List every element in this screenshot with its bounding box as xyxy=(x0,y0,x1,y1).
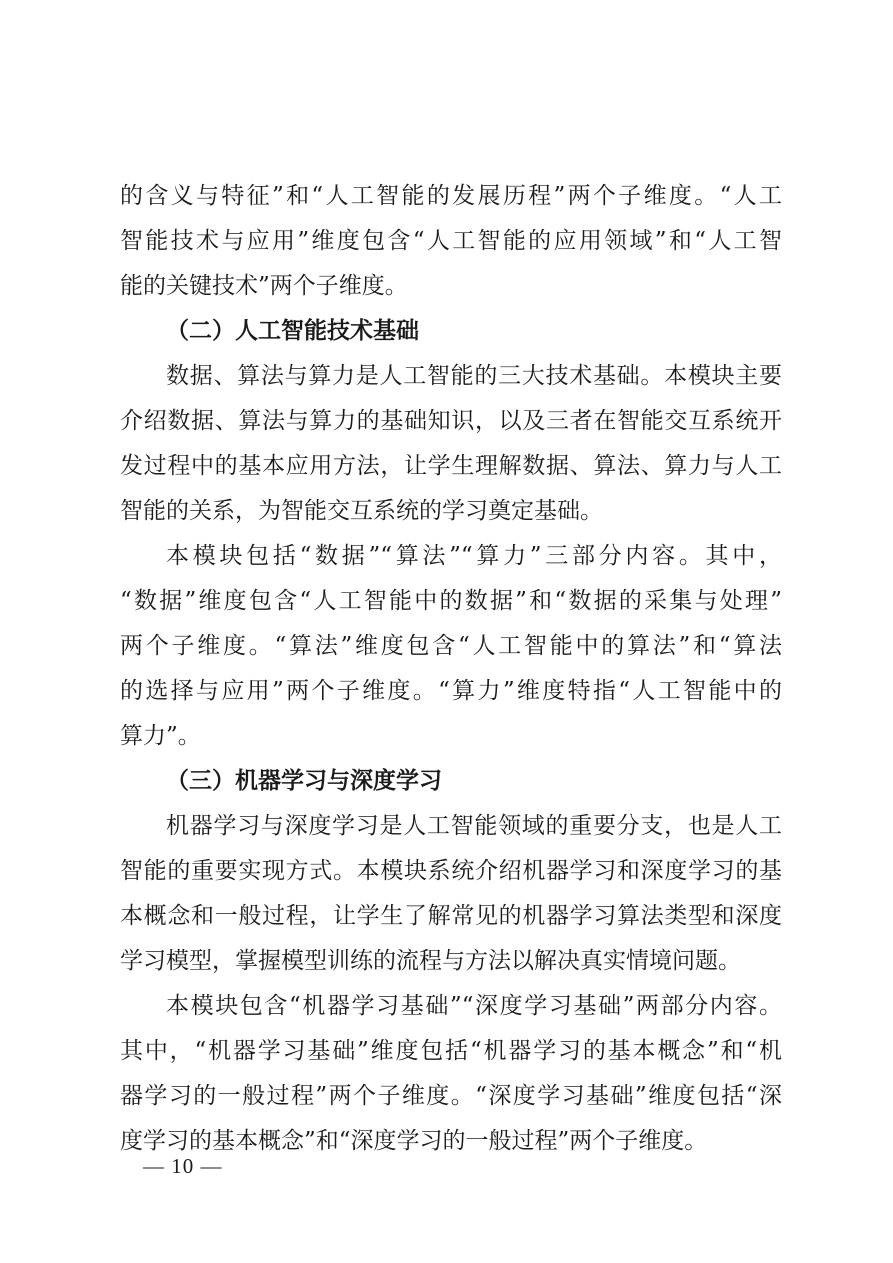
text-line: 本模块包含“机器学习基础”“深度学习基础”两部分内容。 xyxy=(166,993,782,1019)
text-line: 器学习的一般过程”两个子维度。“深度学习基础”维度包括“深 xyxy=(120,1083,782,1109)
section-heading-2: （二）人工智能技术基础 xyxy=(166,318,419,344)
text-line: 本概念和一般过程，让学生了解常见的机器学习算法类型和深度 xyxy=(120,903,782,929)
document-body xyxy=(120,174,782,1164)
text-line: 智能的重要实现方式。本模块系统介绍机器学习和深度学习的基 xyxy=(120,858,782,884)
paragraph xyxy=(120,804,782,984)
text-line: 的选择与应用”两个子维度。“算力”维度特指“人工智能中的 xyxy=(120,678,782,704)
page-number: — 10 — xyxy=(143,1154,223,1178)
text-line: 能的关键技术”两个子维度。 xyxy=(120,273,408,299)
text-line: 学习模型，掌握模型训练的流程与方法以解决真实情境问题。 xyxy=(120,948,741,974)
text-line: “数据”维度包含“人工智能中的数据”和“数据的采集与处理” xyxy=(120,588,782,614)
text-line: 度学习的基本概念”和“深度学习的一般过程”两个子维度。 xyxy=(120,1128,708,1154)
paragraph xyxy=(120,354,782,534)
text-line: 的含义与特征”和“人工智能的发展历程”两个子维度。“人工 xyxy=(120,183,782,209)
text-line: 发过程中的基本应用方法，让学生理解数据、算法、算力与人工 xyxy=(120,453,782,479)
text-line: 机器学习与深度学习是人工智能领域的重要分支，也是人工 xyxy=(166,813,782,839)
text-line: 算力”。 xyxy=(120,723,201,749)
text-line: 本模块包括“数据”“算法”“算力”三部分内容。其中， xyxy=(166,543,782,569)
text-line: 介绍数据、算法与算力的基础知识，以及三者在智能交互系统开 xyxy=(120,408,782,434)
text-line: 两个子维度。“算法”维度包含“人工智能中的算法”和“算法 xyxy=(120,633,782,659)
text-line: 其中，“机器学习基础”维度包括“机器学习的基本概念”和“机 xyxy=(120,1038,782,1064)
paragraph xyxy=(120,984,782,1164)
section-heading-3: （三）机器学习与深度学习 xyxy=(166,768,442,794)
text-line: 智能技术与应用”维度包含“人工智能的应用领域”和“人工智 xyxy=(120,228,782,254)
text-line: 数据、算法与算力是人工智能的三大技术基础。本模块主要 xyxy=(166,363,782,389)
paragraph xyxy=(120,534,782,759)
continued-paragraph xyxy=(120,174,782,309)
text-line: 智能的关系，为智能交互系统的学习奠定基础。 xyxy=(120,498,603,524)
